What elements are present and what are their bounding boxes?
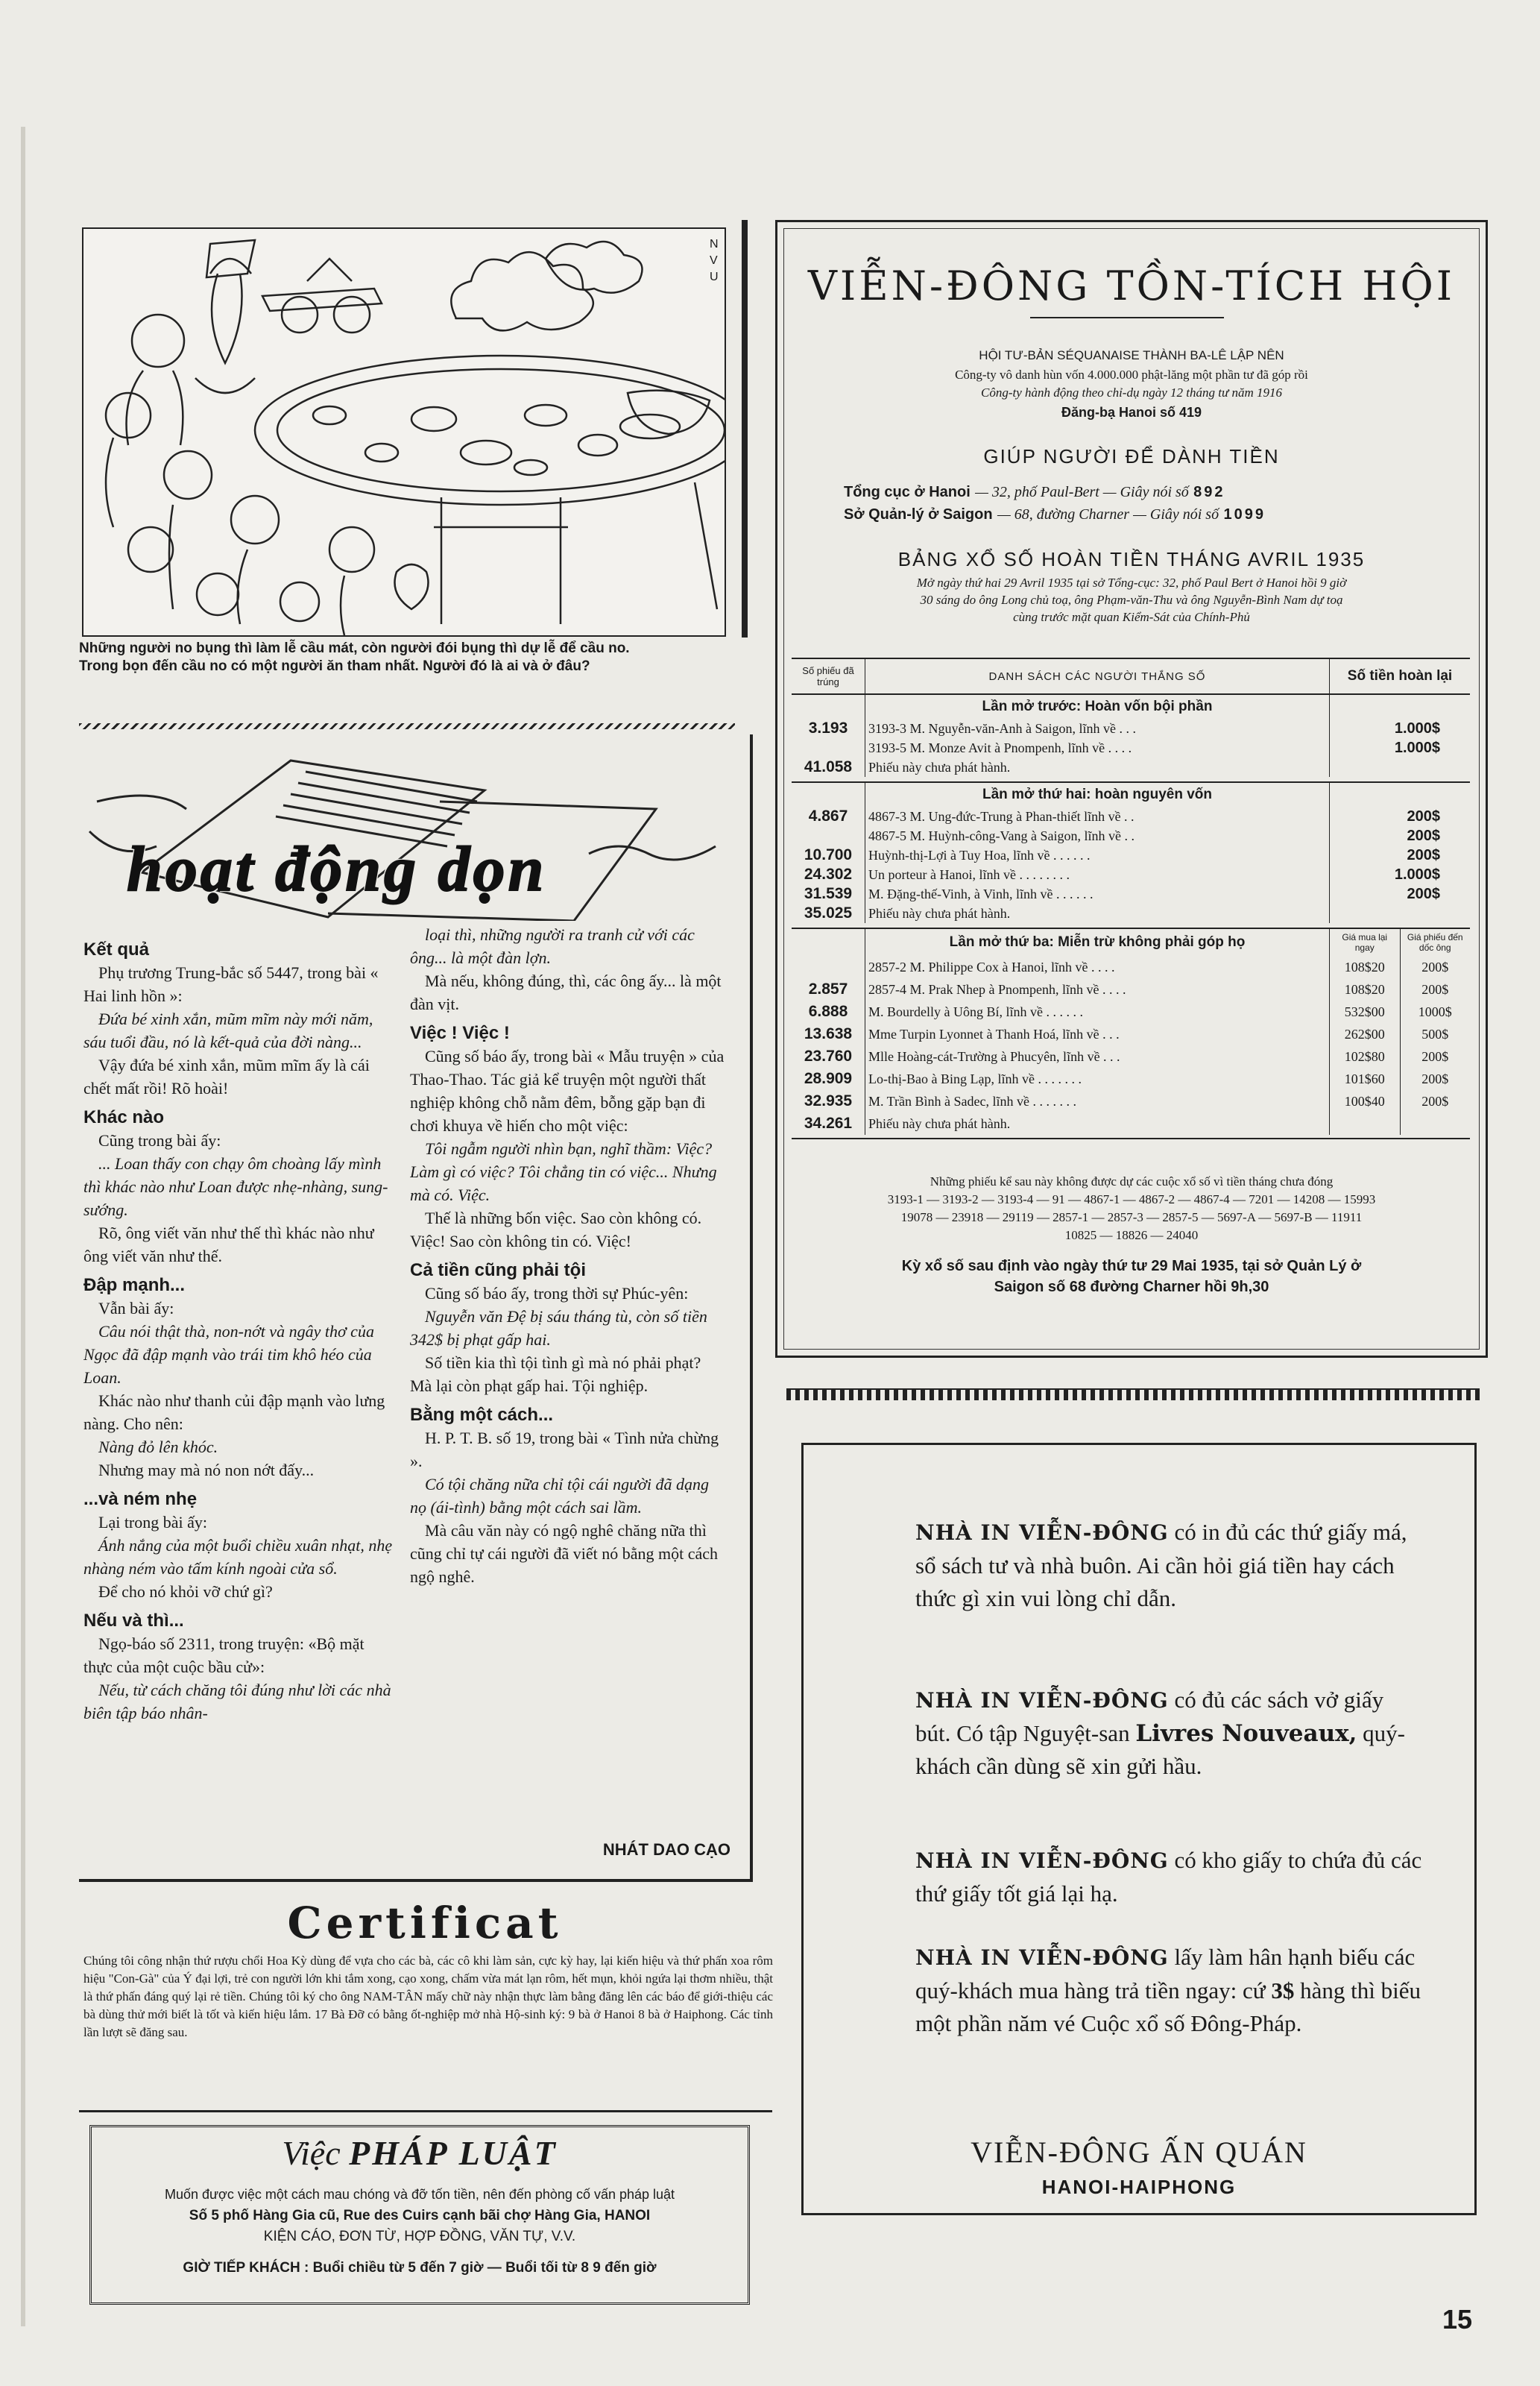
- refund-amount: [1330, 904, 1471, 923]
- article-quote: Nàng đỏ lên khóc.: [98, 1438, 218, 1456]
- vien-dong-sub2: Công-ty vô danh hùn vốn 4.000.000 phật-lăng một phần tư đã góp rồi: [955, 368, 1308, 382]
- office-saigon: [844, 505, 1440, 523]
- article-paragraph: Vậy đứa bé xinh xắn, mũm mĩm ấy là cái chết mất rồi! Rõ hoài!: [83, 1056, 370, 1098]
- article-quote: Đứa bé xinh xắn, mũm mĩm này mới năm, sáu tuổi đầu, nó là kết-quả của đời nàng...: [83, 1010, 373, 1051]
- office-hanoi: [844, 482, 1440, 501]
- article-signature: NHÁT DAO CẠO: [602, 1840, 730, 1859]
- lottery-intro3: cùng trước mặt quan Kiểm-Sát của Chính-Phủ: [1013, 610, 1250, 624]
- winner-name: Phiếu này chưa phát hành.: [868, 759, 1011, 775]
- cartoon-caption-line1: Những người no bụng thì làm lễ cầu mát, còn người đói bụng thì dự lễ để cầu no.: [79, 640, 630, 656]
- ad-paragraph-4: [915, 1941, 1422, 2040]
- refund-amount: [1330, 758, 1471, 777]
- ticket-number: 35.025: [792, 904, 865, 923]
- buyback-price: 532$00: [1330, 1001, 1401, 1023]
- th-number: Số phiếu đã trúng: [792, 658, 865, 694]
- article-quote: Có tội chăng nữa chỉ tội cái người đã dạng nọ (ái-tình) bằng một cách sai lầm.: [410, 1475, 709, 1517]
- winner-name: M. Trần Bình à Sadec, lĩnh về . . . . . . .: [868, 1093, 1076, 1109]
- phap-luat-services: KIỆN CÁO, ĐƠN TỪ, HỢP ĐỒNG, VĂN TỰ, V.V.: [263, 2229, 576, 2244]
- draw-separator: [792, 1135, 1470, 1139]
- draw-separator-cell: [792, 1135, 1470, 1139]
- article-title: hoạt động dọn: [127, 833, 547, 904]
- lottery-row: [792, 807, 1470, 826]
- lottery-row: [792, 1001, 1470, 1023]
- article-paragraph: Cũng số báo ấy, trong bài « Mẫu truyện » của Thao-Thao. Tác giả kể truyện một người thất nghiệp không chỗ nằm đêm, bỗng gặp bạn đi chơi khuya về hiến cho một việc:: [410, 1047, 725, 1135]
- winner-name: M. Bourdelly à Uông Bí, lĩnh về . . . . . .: [868, 1004, 1083, 1019]
- next-draw-line2: Saigon số 68 đường Charner hồi 9h,30: [994, 1279, 1269, 1295]
- cartoon-drawing: [83, 229, 725, 635]
- article-quote: Nguyễn văn Đệ bị sáu tháng tù, còn số tiền 342$ bị phạt gấp hai.: [410, 1307, 707, 1349]
- article-heading: Khác nào: [83, 1107, 165, 1127]
- note-numbers-1: 3193-1 — 3193-2 — 3193-4 — 91 — 4867-1 — 4867-2 — 4867-4 — 7201 — 14208 — 15993: [887, 1192, 1376, 1206]
- binding-edge: [21, 127, 25, 2326]
- draw2-body: [792, 782, 1470, 928]
- lottery-row: [792, 846, 1470, 865]
- article-heading: Cả tiền cũng phải tội: [410, 1260, 587, 1280]
- buyback-price: 101$60: [1330, 1068, 1401, 1090]
- article-paragraph: Thế là những bốn việc. Sao còn không có. Việc! Sao còn không tin có. Việc!: [410, 1209, 702, 1250]
- ad-text-4b: hàng thì biếu một phần năm vé Cuộc xổ số Đông-Pháp.: [915, 1977, 1421, 2036]
- office-hanoi-label: Tổng cục ở Hanoi: [844, 484, 971, 500]
- ad-name-3: NHÀ IN VIỄN-ĐÔNG: [915, 1848, 1169, 1873]
- article-quote: Ánh nắng của một buổi chiều xuân nhạt, nhẹ nhàng ném vào tấm kính ngoài cửa sổ.: [83, 1536, 393, 1578]
- phap-luat-title-a: Việc: [282, 2134, 341, 2172]
- article-paragraph: Số tiền kia thì tội tình gì mà nó phải phạt? Mà lại còn phạt gấp hai. Tội nghiệp.: [410, 1353, 701, 1395]
- ad-paragraph-3: [915, 1844, 1422, 1910]
- article-heading: Kết quả: [83, 939, 150, 960]
- buyback-price: [1330, 1112, 1401, 1135]
- ad-text-4a: lấy làm hân hạnh biếu các quý-khách mua hàng trả tiền ngay: cứ: [915, 1944, 1416, 2003]
- th-names: DANH SÁCH CÁC NGƯỜI THẮNG SỐ: [988, 670, 1206, 683]
- divider-wave: [786, 1388, 1480, 1400]
- article-heading: Bằng một cách...: [410, 1405, 554, 1425]
- article-paragraph: Ngọ-báo số 2311, trong truyện: «Bộ mặt thực của một cuộc bầu cử»:: [83, 1634, 365, 1676]
- lottery-row: [792, 884, 1470, 904]
- vien-dong-heading: GIÚP NGƯỜI ĐỂ DÀNH TIỀN: [983, 445, 1280, 468]
- buyback-price: 100$40: [1330, 1090, 1401, 1112]
- draw-separator-cell: [792, 777, 1470, 782]
- draw3-col-a: Giá mua lại ngay: [1330, 928, 1401, 956]
- ticket-number: 13.638: [792, 1023, 865, 1045]
- refund-amount: 200$: [1330, 846, 1471, 865]
- ad-text-2-bold: Livres Nouveaux,: [1135, 1720, 1357, 1747]
- draw-separator: [792, 777, 1470, 782]
- ticket-number: 41.058: [792, 758, 865, 777]
- article-paragraph: Để cho nó khỏi vỡ chứ gì?: [98, 1582, 273, 1601]
- article-quote: loại thì, những người ra tranh cử với các ông... là một đàn lợn.: [410, 925, 695, 967]
- lottery-row: [792, 1023, 1470, 1045]
- lottery-row: [792, 978, 1470, 1001]
- article-paragraph: H. P. T. B. số 19, trong bài « Tình nửa chừng ».: [410, 1429, 719, 1470]
- ticket-number: [792, 826, 865, 846]
- ad-text-4-bold: 3$: [1271, 1977, 1295, 2003]
- article-paragraph: Nhưng may mà nó non nớt đấy...: [98, 1461, 315, 1479]
- ticket-number: 6.888: [792, 1001, 865, 1023]
- draw-title-spacer: [792, 782, 865, 807]
- ticket-number: 28.909: [792, 1068, 865, 1090]
- ticket-number: [792, 738, 865, 758]
- lottery-table: [792, 658, 1470, 1139]
- winner-name: 4867-5 M. Huỳnh-công-Vang à Saigon, lĩnh về . .: [868, 828, 1135, 843]
- ad-paragraph-1: [915, 1516, 1422, 1615]
- ad-text-3: có kho giấy to chứa đủ các thứ giấy tốt giá lại hạ.: [915, 1847, 1422, 1907]
- winner-name: 4867-3 M. Ung-đức-Trung à Phan-thiết lĩnh về . .: [868, 808, 1135, 824]
- ad-name-4: NHÀ IN VIỄN-ĐÔNG: [915, 1945, 1169, 1970]
- winner-name: Phiếu này chưa phát hành.: [868, 905, 1011, 921]
- ticket-value: 500$: [1400, 1023, 1470, 1045]
- page-number: 15: [1442, 2304, 1473, 2335]
- note-numbers-2: 19078 — 23918 — 29119 — 2857-1 — 2857-3 — 2857-5 — 5697-A — 5697-B — 11911: [900, 1210, 1363, 1224]
- draw3-col-b: Giá phiếu đến dốc ông: [1400, 928, 1470, 956]
- refund-amount: 200$: [1330, 807, 1471, 826]
- ticket-number: 32.935: [792, 1090, 865, 1112]
- lottery-row: [792, 1045, 1470, 1068]
- ticket-value: 200$: [1400, 1045, 1470, 1068]
- article-paragraph: Vẫn bài ấy:: [98, 1299, 174, 1318]
- note-numbers-3: 10825 — 18826 — 24040: [1064, 1228, 1199, 1242]
- winner-name: Mme Turpin Lyonnet à Thanh Hoá, lĩnh về . . .: [868, 1026, 1120, 1042]
- certificat-rule: [79, 2110, 772, 2112]
- lottery-row: [792, 1068, 1470, 1090]
- article-paragraph: Rõ, ông viết văn như thế thì khác nào như ông viết văn như thế.: [83, 1224, 374, 1265]
- article-paragraph: Phụ trương Trung-bắc số 5447, trong bài « Hai linh hồn »:: [83, 963, 379, 1005]
- winner-name: Un porteur à Hanoi, lĩnh về . . . . . . . .: [868, 866, 1070, 882]
- lottery-row: [792, 1090, 1470, 1112]
- office-saigon-label: Sở Quản-lý ở Saigon: [844, 506, 993, 523]
- ad-text-1: có in đủ các thứ giấy má, sổ sách tư và nhà buôn. Ai cần hỏi giá tiền hay cách thức gì xin vui lòng chỉ dẫn.: [915, 1519, 1407, 1611]
- article-paragraph: Mà nếu, không đúng, thì, các ông ấy... là một đàn vịt.: [410, 972, 722, 1013]
- article-heading: Đập mạnh...: [83, 1275, 186, 1295]
- ticket-number: 3.193: [792, 719, 865, 738]
- lottery-intro1: Mở ngày thứ hai 29 Avril 1935 tại sở Tổng-cục: 32, phố Paul Bert ở Hanoi hồi 9 giờ: [916, 576, 1347, 590]
- ticket-number: [792, 956, 865, 978]
- refund-amount: 1.000$: [1330, 865, 1471, 884]
- lottery-row: [792, 719, 1470, 738]
- lottery-row: [792, 865, 1470, 884]
- phap-luat-hours: GIỜ TIẾP KHÁCH : Buổi chiều từ 5 đến 7 giờ — Buổi tối từ 8 9 đến giờ: [183, 2260, 657, 2276]
- ad-text-2a: có đủ các sách vở giấy bút. Có tập Nguyệt-san: [915, 1687, 1384, 1746]
- phap-luat-line1: Muốn được việc một cách mau chóng và đỡ tốn tiền, nên đến phòng cố vấn pháp luật: [164, 2187, 675, 2202]
- ticket-value: 1000$: [1400, 1001, 1470, 1023]
- refund-amount: 1.000$: [1330, 738, 1471, 758]
- winner-name: 2857-2 M. Philippe Cox à Hanoi, lĩnh về . . . .: [868, 959, 1115, 975]
- column-rule: [742, 220, 748, 638]
- ticket-number: 31.539: [792, 884, 865, 904]
- lottery-row: [792, 758, 1470, 777]
- draw1-title: Lần mở trước: Hoàn vốn bội phần: [982, 699, 1213, 714]
- refund-amount: 200$: [1330, 884, 1471, 904]
- vien-dong-inner: [783, 228, 1480, 1350]
- buyback-price: 102$80: [1330, 1045, 1401, 1068]
- ad-paragraph-2: [915, 1684, 1422, 1783]
- draw-separator-cell: [792, 923, 1470, 928]
- divider-hatch: [79, 723, 735, 729]
- ticket-number: 24.302: [792, 865, 865, 884]
- ticket-number: 4.867: [792, 807, 865, 826]
- ticket-value: 200$: [1400, 978, 1470, 1001]
- article-heading: Nếu và thì...: [83, 1611, 184, 1631]
- certificat-title: Certificat: [287, 1898, 563, 1948]
- vien-dong-title: VIỄN-ĐÔNG TỒN-TÍCH HỘI: [807, 262, 1456, 309]
- title-ornament: [1030, 317, 1224, 318]
- phap-luat-title: [92, 2133, 748, 2173]
- lottery-row: [792, 738, 1470, 758]
- draw-title-spacer: [1330, 694, 1471, 719]
- buyback-price: 108$20: [1330, 956, 1401, 978]
- ad-name-1: NHÀ IN VIỄN-ĐÔNG: [915, 1520, 1169, 1545]
- draw-title-spacer: [1330, 782, 1471, 807]
- ticket-number: 2.857: [792, 978, 865, 1001]
- cartoon-caption: [79, 640, 735, 676]
- article-heading: ...và ném nhẹ: [83, 1489, 198, 1509]
- office-hanoi-phone: 892: [1193, 484, 1225, 500]
- ticket-value: 200$: [1400, 956, 1470, 978]
- lottery-row: [792, 956, 1470, 978]
- cartoon-caption-line2: Trong bọn đến cầu no có một người ăn tham nhất. Người đó là ai và ở đâu?: [79, 658, 590, 674]
- lottery-row: [792, 904, 1470, 923]
- refund-amount: 200$: [1330, 826, 1471, 846]
- buyback-price: 262$00: [1330, 1023, 1401, 1045]
- ticket-value: [1400, 1112, 1470, 1135]
- draw-title-row: [792, 694, 1470, 719]
- certificat-body: Chúng tôi công nhận thứ rượu chổi Hoa Kỳ dùng để vựa cho các bà, các cô khi làm sản, cực kỳ hay, lại kiến hiệu và thứ phấn xoa rôm hiệu "Con-Gà" của Ý đại lợi, trẻ con người lớn khi tắm xong, cạo xong, chấm vừa mát lạn rôm, hết mụn, khỏi ngứa lại thơm nhiều, thật là thứ phấn đáng quý lại rẻ tiền. Chúng tôi ký cho ông NAM-TÂN mấy chữ này nhận thực làm bằng đăng lên các báo để giới-thiệu các bà dùng thử mới biết là tốt và kiến hiệu lắm. 17 Bà Đỡ có bằng ốt-nghiệp mở nhà Hộ-sinh ký: 9 bà ở Hanoi 8 bà ở Haiphong. Các tỉnh lần lượt sẽ đăng sau.: [83, 1954, 773, 2039]
- draw2-title: Lần mở thứ hai: hoàn nguyên vốn: [982, 787, 1213, 802]
- draw-title-row: [792, 928, 1470, 956]
- refund-amount: 1.000$: [1330, 719, 1471, 738]
- ticket-value: 200$: [1400, 1090, 1470, 1112]
- article-paragraph: Cũng số báo ấy, trong thời sự Phúc-yên:: [425, 1284, 689, 1303]
- lottery-title: BẢNG XỔ SỐ HOÀN TIỀN THÁNG AVRIL 1935: [897, 548, 1366, 570]
- article-quote: ... Loan thấy con chạy ôm choàng lấy mình thì khác nào như Loan được nhẹ-nhàng, sung-sướng.: [83, 1154, 388, 1219]
- office-hanoi-addr: — 32, phố Paul-Bert — Giây nói số: [975, 484, 1189, 500]
- office-saigon-addr: — 68, đường Charner — Giây nói số: [997, 506, 1219, 523]
- article-paragraph: Cũng trong bài ấy:: [98, 1131, 221, 1150]
- draw3-body: [792, 928, 1470, 1139]
- article-right-column: [410, 923, 727, 1833]
- ticket-number: 34.261: [792, 1112, 865, 1135]
- article-quote: Tôi ngẫm người nhìn bạn, nghĩ thầm: Việc? Làm gì có việc? Tôi chẳng tin có việc... Nhưng mà có. Việc.: [410, 1139, 717, 1204]
- winner-name: Huỳnh-thị-Lợi à Tuy Hoa, lĩnh về . . . . . .: [868, 847, 1091, 863]
- phap-luat-box: [89, 2125, 750, 2305]
- article-left-column: [83, 932, 397, 1857]
- phap-luat-title-b: PHÁP LUẬT: [349, 2134, 558, 2172]
- article-quote: Câu nói thật thà, non-nớt và ngây thơ của Ngọc đã đập mạnh vào trái tim khô héo của Loan.: [83, 1322, 374, 1387]
- nha-in-ad: [801, 1443, 1477, 2215]
- ticket-number: 10.700: [792, 846, 865, 865]
- draw-title-spacer: [792, 694, 865, 719]
- article-paragraph: Mà câu văn này có ngộ nghê chăng nữa thì cũng chỉ tự cái người đã viết nó bằng một cách ngộ nghê.: [410, 1521, 719, 1586]
- ad-footer-title: VIỄN-ĐÔNG ẤN QUÁN: [971, 2135, 1307, 2169]
- lottery-grid: [792, 658, 1470, 1139]
- lottery-row: [792, 826, 1470, 846]
- cartoon-illustration: [82, 227, 726, 637]
- cartoon-edge-letters: N V U: [710, 238, 719, 283]
- winner-name: Mlle Hoàng-cát-Trường à Phucyên, lĩnh về . . .: [868, 1048, 1120, 1064]
- winner-name: 2857-4 M. Prak Nhep à Pnompenh, lĩnh về . . . .: [868, 981, 1126, 997]
- vien-dong-sub3: Công-ty hành động theo chỉ-dụ ngày 12 tháng tư năm 1916: [980, 385, 1282, 400]
- draw3-title: Lần mở thứ ba: Miễn trừ không phải góp họ: [949, 934, 1246, 950]
- lottery-intro2: 30 sáng do ông Long chủ toạ, ông Phạm-văn-Thu và ông Nguyễn-Bình Nam dự toạ: [920, 593, 1343, 607]
- note-unpaid: Những phiếu kể sau này không được dự các cuộc xổ số vì tiền tháng chưa đóng: [930, 1174, 1334, 1189]
- winner-name: 3193-3 M. Nguyễn-văn-Anh à Saigon, lĩnh về . . .: [868, 720, 1136, 736]
- draw-title-row: [792, 782, 1470, 807]
- ad-footer-city: HANOI-HAIPHONG: [1041, 2176, 1237, 2198]
- draw-title-spacer: [792, 928, 865, 956]
- vien-dong-box: [775, 220, 1488, 1358]
- article-heading: Việc ! Việc !: [410, 1023, 510, 1043]
- article-paragraph: Lại trong bài ấy:: [98, 1513, 208, 1532]
- vien-dong-sub1: HỘI TƯ-BẢN SÉQUANAISE THÀNH BA-LÊ LẬP NÊN: [979, 348, 1284, 362]
- ticket-value: 200$: [1400, 1068, 1470, 1090]
- vien-dong-registry: Đăng-bạ Hanoi số 419: [1061, 405, 1202, 420]
- buyback-price: 108$20: [1330, 978, 1401, 1001]
- next-draw-line1: Kỳ xổ số sau định vào ngày thứ tư 29 Mai 1935, tại sở Quản Lý ở: [901, 1258, 1362, 1274]
- lottery-row: [792, 1112, 1470, 1135]
- winner-name: 3193-5 M. Monze Avit à Pnompenh, lĩnh về . . . .: [868, 740, 1132, 755]
- article-quote: Nếu, từ cách chăng tôi đúng như lời các nhà biên tập báo nhân-: [83, 1681, 391, 1722]
- ad-name-2: NHÀ IN VIỄN-ĐÔNG: [915, 1688, 1169, 1713]
- phap-luat-address: Số 5 phố Hàng Gia cũ, Rue des Cuirs cạnh bãi chợ Hàng Gia, HANOI: [189, 2208, 651, 2223]
- office-saigon-phone: 1099: [1223, 506, 1266, 523]
- draw-separator: [792, 923, 1470, 928]
- ticket-number: 23.760: [792, 1045, 865, 1068]
- th-amount: Số tiền hoàn lại: [1330, 658, 1471, 694]
- ad-text-2b: quý-khách cần dùng sẽ xin gửi hầu.: [915, 1720, 1405, 1779]
- article-paragraph: Khác nào như thanh củi đập mạnh vào lưng nàng. Cho nên:: [83, 1391, 385, 1433]
- winner-name: Lo-thị-Bao à Bing Lạp, lĩnh về . . . . . . .: [868, 1071, 1082, 1086]
- article-title-art: [82, 742, 738, 921]
- lottery-header-row: [792, 658, 1470, 694]
- draw1-body: [792, 694, 1470, 782]
- winner-name: Phiếu này chưa phát hành.: [868, 1115, 1011, 1131]
- winner-name: M. Đặng-thế-Vinh, à Vinh, lĩnh về . . . . . .: [868, 886, 1094, 901]
